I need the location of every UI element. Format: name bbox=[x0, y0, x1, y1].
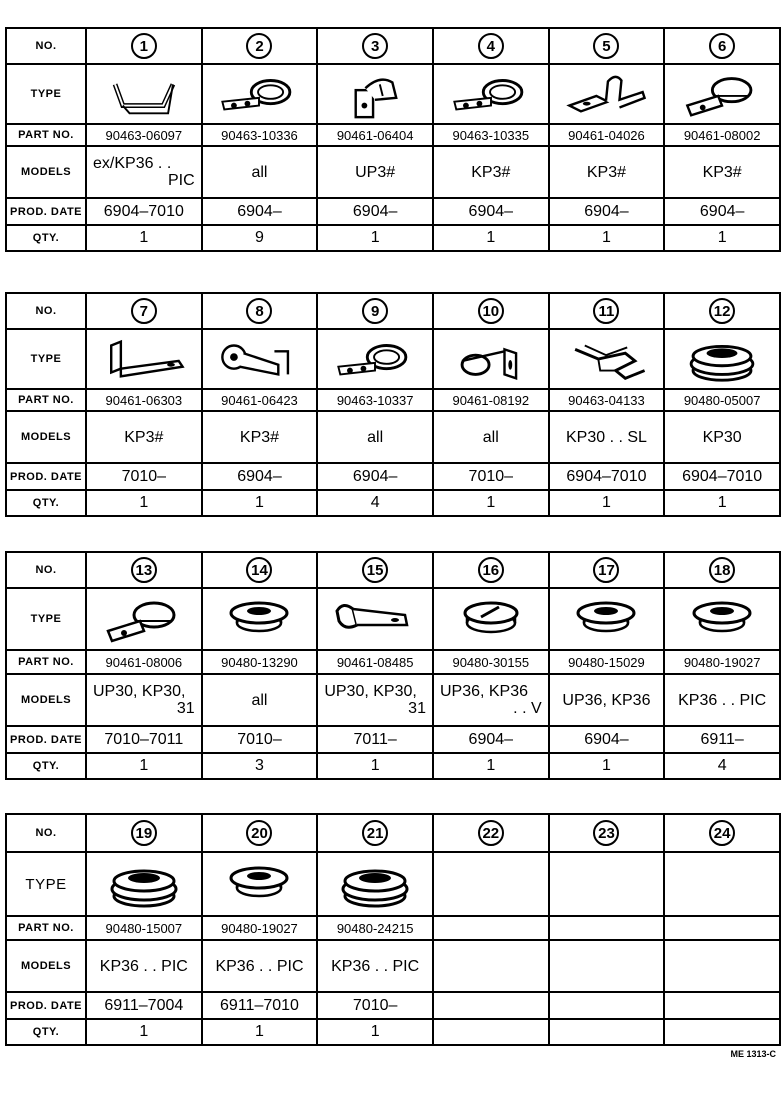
label-models: MODELS bbox=[6, 940, 86, 992]
cell-no bbox=[86, 28, 202, 64]
label-qty: QTY. bbox=[6, 753, 86, 779]
cell-type bbox=[549, 852, 665, 916]
cell-type bbox=[664, 852, 780, 916]
cell-no bbox=[549, 552, 665, 588]
model-line: KP3# bbox=[239, 428, 280, 446]
cell-prod-date: 7010– bbox=[433, 463, 549, 490]
row-qty bbox=[6, 1019, 780, 1045]
row-qty bbox=[6, 753, 780, 779]
cell-type bbox=[433, 852, 549, 916]
cell-type bbox=[317, 329, 433, 389]
cell-no bbox=[549, 28, 665, 64]
cell-prod-date: 6904–7010 bbox=[86, 198, 202, 225]
label-no: NO. bbox=[6, 552, 86, 588]
model-line: 31 bbox=[176, 700, 195, 717]
item-number: 6 bbox=[709, 33, 735, 59]
plug-icon bbox=[550, 591, 664, 647]
cell-models bbox=[433, 411, 549, 463]
cell-part-no: 90461-08485 bbox=[317, 650, 433, 674]
label-type: TYPE bbox=[6, 329, 86, 389]
cell-no bbox=[317, 293, 433, 329]
cell-no bbox=[549, 814, 665, 852]
item-number: 8 bbox=[246, 298, 272, 324]
cell-prod-date: 6904– bbox=[549, 198, 665, 225]
model-line: UP36, KP36 bbox=[439, 683, 529, 700]
cell-part-no: 90461-08002 bbox=[664, 124, 780, 146]
wire-clamp-icon bbox=[203, 67, 317, 121]
cell-type bbox=[433, 588, 549, 650]
cell-no bbox=[433, 814, 549, 852]
cell-prod-date: 7011– bbox=[317, 726, 433, 753]
model-line: UP30, KP30, bbox=[324, 683, 417, 700]
row-part-no bbox=[6, 650, 780, 674]
row-qty bbox=[6, 490, 780, 516]
cell-prod-date: 6904– bbox=[317, 198, 433, 225]
item-number: 10 bbox=[478, 298, 504, 324]
cell-no bbox=[433, 293, 549, 329]
cell-no bbox=[433, 28, 549, 64]
label-prod-date: PROD. DATE bbox=[6, 463, 86, 490]
cell-qty: 4 bbox=[664, 753, 780, 779]
row-no bbox=[6, 293, 780, 329]
cell-part-no: 90480-19027 bbox=[202, 916, 318, 940]
label-prod-date: PROD. DATE bbox=[6, 726, 86, 753]
cell-part-no: 90461-06404 bbox=[317, 124, 433, 146]
row-part-no bbox=[6, 916, 780, 940]
item-number: 4 bbox=[478, 33, 504, 59]
cell-qty bbox=[549, 1019, 665, 1045]
cell-type bbox=[86, 329, 202, 389]
cell-no bbox=[664, 814, 780, 852]
cell-qty: 1 bbox=[317, 753, 433, 779]
slotted-plug-icon bbox=[434, 591, 548, 647]
model-line: . . V bbox=[513, 700, 542, 717]
cell-qty: 1 bbox=[549, 225, 665, 251]
cell-prod-date: 6904–7010 bbox=[664, 463, 780, 490]
cell-type bbox=[549, 588, 665, 650]
cell-qty: 1 bbox=[86, 753, 202, 779]
row-type bbox=[6, 852, 780, 916]
cell-qty bbox=[433, 1019, 549, 1045]
cell-part-no: 90461-08006 bbox=[86, 650, 202, 674]
model-line: KP36 . . PIC bbox=[215, 957, 304, 975]
cell-no bbox=[86, 814, 202, 852]
model-line: KP3# bbox=[586, 163, 627, 181]
cell-prod-date bbox=[549, 992, 665, 1019]
cell-prod-date bbox=[433, 992, 549, 1019]
cell-qty: 1 bbox=[549, 753, 665, 779]
flat-clamp-icon bbox=[550, 67, 664, 121]
model-line: PIC bbox=[167, 172, 195, 189]
model-line: all bbox=[367, 428, 384, 446]
cell-models bbox=[549, 674, 665, 726]
l-bracket-icon bbox=[87, 332, 201, 386]
plug-icon bbox=[203, 591, 317, 647]
cell-prod-date: 7010– bbox=[317, 992, 433, 1019]
tab-clamp-icon bbox=[87, 591, 201, 647]
cell-prod-date bbox=[664, 992, 780, 1019]
model-line: all bbox=[251, 163, 268, 181]
parts-table-2 bbox=[5, 292, 781, 517]
cell-prod-date: 6911–7004 bbox=[86, 992, 202, 1019]
cell-qty: 1 bbox=[202, 490, 318, 516]
label-part-no: PART NO. bbox=[6, 124, 86, 146]
cell-type bbox=[86, 852, 202, 916]
cell-prod-date: 6904– bbox=[202, 463, 318, 490]
cell-no bbox=[664, 28, 780, 64]
cell-prod-date: 7010– bbox=[86, 463, 202, 490]
cell-models bbox=[317, 411, 433, 463]
item-number: 18 bbox=[709, 557, 735, 583]
cell-models bbox=[549, 411, 665, 463]
label-qty: QTY. bbox=[6, 490, 86, 516]
model-line: 31 bbox=[408, 700, 426, 717]
cell-type bbox=[86, 588, 202, 650]
label-no: NO. bbox=[6, 293, 86, 329]
cell-prod-date: 6904– bbox=[549, 726, 665, 753]
item-number: 19 bbox=[131, 820, 157, 846]
spring-clip-icon bbox=[550, 332, 664, 386]
cell-no bbox=[202, 293, 318, 329]
cell-models bbox=[86, 940, 202, 992]
row-no bbox=[6, 552, 780, 588]
cell-models bbox=[86, 674, 202, 726]
row-prod-date bbox=[6, 463, 780, 490]
label-no: NO. bbox=[6, 814, 86, 852]
cell-part-no: 90480-30155 bbox=[433, 650, 549, 674]
label-models: MODELS bbox=[6, 146, 86, 198]
cell-no bbox=[317, 552, 433, 588]
cell-type bbox=[664, 64, 780, 124]
cell-models bbox=[664, 674, 780, 726]
label-type: TYPE bbox=[6, 588, 86, 650]
label-qty: QTY. bbox=[6, 1019, 86, 1045]
cell-no bbox=[664, 552, 780, 588]
cell-qty: 9 bbox=[202, 225, 318, 251]
cell-qty: 1 bbox=[664, 225, 780, 251]
item-number: 5 bbox=[593, 33, 619, 59]
cell-part-no: 90463-10336 bbox=[202, 124, 318, 146]
cell-models bbox=[433, 146, 549, 198]
model-line: KP3# bbox=[124, 428, 164, 446]
row-prod-date bbox=[6, 726, 780, 753]
label-part-no: PART NO. bbox=[6, 916, 86, 940]
parts-table-1 bbox=[5, 27, 781, 252]
cell-models bbox=[433, 674, 549, 726]
wire-clamp-icon bbox=[318, 332, 432, 386]
cell-part-no: 90461-04026 bbox=[549, 124, 665, 146]
cell-part-no: 90463-06097 bbox=[86, 124, 202, 146]
cell-qty: 1 bbox=[549, 490, 665, 516]
hook-bracket-icon bbox=[203, 332, 317, 386]
cell-type bbox=[664, 329, 780, 389]
model-line: ex/KP36 . . bbox=[93, 155, 172, 172]
bracket-clamp-icon bbox=[318, 67, 432, 121]
label-part-no: PART NO. bbox=[6, 650, 86, 674]
cell-no bbox=[202, 814, 318, 852]
label-models: MODELS bbox=[6, 411, 86, 463]
cell-models bbox=[664, 940, 780, 992]
cell-type bbox=[433, 64, 549, 124]
label-type: TYPE bbox=[6, 64, 86, 124]
label-prod-date: PROD. DATE bbox=[6, 198, 86, 225]
item-number: 12 bbox=[709, 298, 735, 324]
cell-type bbox=[317, 852, 433, 916]
model-line: KP30 bbox=[702, 428, 742, 446]
cell-models bbox=[202, 940, 318, 992]
item-number: 3 bbox=[362, 33, 388, 59]
item-number: 13 bbox=[131, 557, 157, 583]
cell-prod-date: 7010–7011 bbox=[86, 726, 202, 753]
model-line: KP3# bbox=[702, 163, 742, 181]
grommet-icon bbox=[318, 855, 432, 913]
cell-part-no bbox=[664, 916, 780, 940]
cell-part-no: 90461-06303 bbox=[86, 389, 202, 411]
cell-type bbox=[433, 329, 549, 389]
cell-qty: 1 bbox=[86, 490, 202, 516]
item-number: 14 bbox=[246, 557, 272, 583]
row-models bbox=[6, 674, 780, 726]
cell-type bbox=[202, 64, 318, 124]
row-no bbox=[6, 28, 780, 64]
item-number: 1 bbox=[131, 33, 157, 59]
cell-part-no: 90463-04133 bbox=[549, 389, 665, 411]
item-number: 17 bbox=[593, 557, 619, 583]
item-number: 21 bbox=[362, 820, 388, 846]
cell-type bbox=[202, 329, 318, 389]
cell-models bbox=[86, 411, 202, 463]
cell-part-no: 90480-05007 bbox=[664, 389, 780, 411]
label-part-no: PART NO. bbox=[6, 389, 86, 411]
parts-table-4 bbox=[5, 813, 781, 1046]
model-line: KP3# bbox=[471, 163, 511, 181]
model-line: UP30, KP30, bbox=[93, 683, 186, 700]
item-number: 2 bbox=[246, 33, 272, 59]
cell-prod-date: 6904– bbox=[433, 198, 549, 225]
label-qty: QTY. bbox=[6, 225, 86, 251]
model-line: UP3# bbox=[355, 163, 396, 181]
row-part-no bbox=[6, 124, 780, 146]
plug-icon bbox=[665, 591, 779, 647]
tab-clamp-icon bbox=[665, 67, 779, 121]
row-part-no bbox=[6, 389, 780, 411]
model-line: all bbox=[482, 428, 499, 446]
model-line: all bbox=[251, 691, 268, 709]
label-models: MODELS bbox=[6, 674, 86, 726]
cell-prod-date: 6904– bbox=[317, 463, 433, 490]
cell-part-no: 90480-13290 bbox=[202, 650, 318, 674]
cell-part-no: 90463-10335 bbox=[433, 124, 549, 146]
cell-models bbox=[664, 146, 780, 198]
grommet-icon bbox=[87, 855, 201, 913]
cell-models bbox=[549, 146, 665, 198]
cell-no bbox=[664, 293, 780, 329]
cell-qty: 1 bbox=[317, 225, 433, 251]
cell-type bbox=[317, 64, 433, 124]
row-models bbox=[6, 146, 780, 198]
cell-qty bbox=[664, 1019, 780, 1045]
cell-prod-date: 6911–7010 bbox=[202, 992, 318, 1019]
cell-type bbox=[664, 588, 780, 650]
cell-part-no bbox=[549, 916, 665, 940]
cell-no bbox=[433, 552, 549, 588]
cell-models bbox=[664, 411, 780, 463]
label-type: TYPE bbox=[6, 852, 86, 916]
cell-no bbox=[317, 28, 433, 64]
grommet-icon bbox=[665, 332, 779, 386]
cell-no bbox=[86, 552, 202, 588]
item-number: 11 bbox=[593, 298, 619, 324]
cell-qty: 1 bbox=[664, 490, 780, 516]
cell-part-no: 90480-15007 bbox=[86, 916, 202, 940]
cell-type bbox=[202, 588, 318, 650]
cell-no bbox=[317, 814, 433, 852]
cell-prod-date: 6904– bbox=[664, 198, 780, 225]
cell-no bbox=[549, 293, 665, 329]
parts-table-3 bbox=[5, 551, 781, 780]
row-no bbox=[6, 814, 780, 852]
cell-qty: 1 bbox=[317, 1019, 433, 1045]
item-number: 20 bbox=[246, 820, 272, 846]
cell-type bbox=[202, 852, 318, 916]
label-prod-date: PROD. DATE bbox=[6, 992, 86, 1019]
cell-qty: 3 bbox=[202, 753, 318, 779]
row-prod-date bbox=[6, 198, 780, 225]
wire-clamp-icon bbox=[434, 67, 548, 121]
cell-qty: 1 bbox=[86, 1019, 202, 1045]
row-prod-date bbox=[6, 992, 780, 1019]
model-line: KP36 . . PIC bbox=[331, 957, 420, 975]
cell-prod-date: 7010– bbox=[202, 726, 318, 753]
cell-qty: 1 bbox=[433, 753, 549, 779]
cell-qty: 1 bbox=[433, 490, 549, 516]
cell-part-no: 90480-19027 bbox=[664, 650, 780, 674]
row-models bbox=[6, 940, 780, 992]
label-no: NO. bbox=[6, 28, 86, 64]
cell-models bbox=[317, 940, 433, 992]
cell-models bbox=[317, 674, 433, 726]
cell-part-no: 90461-06423 bbox=[202, 389, 318, 411]
cell-qty: 4 bbox=[317, 490, 433, 516]
cell-prod-date: 6904–7010 bbox=[549, 463, 665, 490]
flat-strap-icon bbox=[318, 591, 432, 647]
model-line: KP36 . . PIC bbox=[99, 957, 188, 975]
cell-type bbox=[86, 64, 202, 124]
row-type bbox=[6, 64, 780, 124]
item-number: 23 bbox=[593, 820, 619, 846]
cell-part-no: 90480-24215 bbox=[317, 916, 433, 940]
cell-prod-date: 6911– bbox=[664, 726, 780, 753]
cell-no bbox=[202, 552, 318, 588]
item-number: 9 bbox=[362, 298, 388, 324]
loop-clamp-icon bbox=[434, 332, 548, 386]
u-clip-icon bbox=[87, 67, 201, 121]
cell-part-no: 90461-08192 bbox=[433, 389, 549, 411]
cell-models bbox=[433, 940, 549, 992]
model-line: UP36, KP36 bbox=[562, 691, 651, 709]
cell-qty: 1 bbox=[202, 1019, 318, 1045]
row-type bbox=[6, 588, 780, 650]
cell-models bbox=[202, 411, 318, 463]
drawing-code: ME 1313-C bbox=[730, 1049, 776, 1059]
item-number: 22 bbox=[478, 820, 504, 846]
model-line: KP36 . . PIC bbox=[678, 691, 767, 709]
cell-type bbox=[549, 329, 665, 389]
cell-prod-date: 6904– bbox=[433, 726, 549, 753]
cell-models bbox=[549, 940, 665, 992]
cell-models bbox=[202, 146, 318, 198]
cell-type bbox=[549, 64, 665, 124]
item-number: 15 bbox=[362, 557, 388, 583]
model-line: KP30 . . SL bbox=[565, 428, 647, 446]
row-models bbox=[6, 411, 780, 463]
cell-qty: 1 bbox=[433, 225, 549, 251]
cell-models bbox=[317, 146, 433, 198]
cell-models bbox=[86, 146, 202, 198]
row-type bbox=[6, 329, 780, 389]
cell-qty: 1 bbox=[86, 225, 202, 251]
plug-icon bbox=[203, 855, 317, 913]
cell-no bbox=[86, 293, 202, 329]
cell-part-no: 90463-10337 bbox=[317, 389, 433, 411]
cell-prod-date: 6904– bbox=[202, 198, 318, 225]
cell-type bbox=[317, 588, 433, 650]
row-qty bbox=[6, 225, 780, 251]
item-number: 24 bbox=[709, 820, 735, 846]
cell-no bbox=[202, 28, 318, 64]
cell-part-no bbox=[433, 916, 549, 940]
cell-part-no: 90480-15029 bbox=[549, 650, 665, 674]
cell-models bbox=[202, 674, 318, 726]
item-number: 16 bbox=[478, 557, 504, 583]
item-number: 7 bbox=[131, 298, 157, 324]
